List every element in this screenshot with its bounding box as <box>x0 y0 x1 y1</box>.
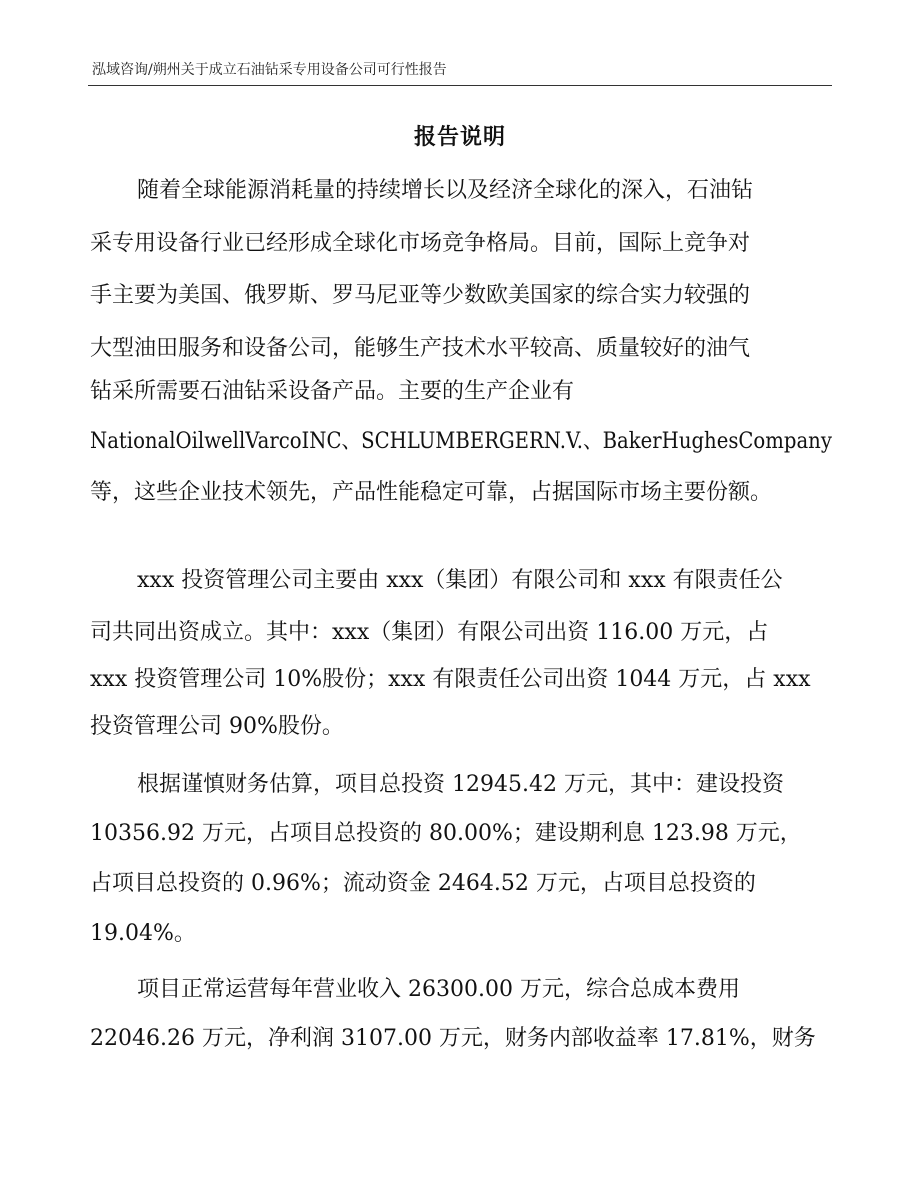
paragraph-line: 22046.26 万元，净利润 3107.00 万元，财务内部收益率 17.81%，财务 <box>90 1026 816 1051</box>
paragraph-line: 根据谨慎财务估算，项目总投资 12945.42 万元，其中：建设投资 <box>137 772 784 797</box>
paragraph-line: 随着全球能源消耗量的持续增长以及经济全球化的深入，石油钻 <box>137 178 754 203</box>
page-header: 泓域咨询/朔州关于成立石油钻采专用设备公司可行性报告 <box>92 62 447 78</box>
paragraph-line: 司共同出资成立。其中：xxx（集团）有限公司出资 116.00 万元，占 <box>90 620 769 645</box>
paragraph-line: NationalOilwellVarcoINC、SCHLUMBERGERN.V.、BakerHughesCompany <box>90 429 832 454</box>
paragraph-line: 手主要为美国、俄罗斯、罗马尼亚等少数欧美国家的综合实力较强的 <box>90 283 751 308</box>
paragraph-line: 项目正常运营每年营业收入 26300.00 万元，综合总成本费用 <box>137 977 740 1002</box>
paragraph-line: xxx 投资管理公司 10%股份；xxx 有限责任公司出资 1044 万元，占 xxx <box>90 667 811 692</box>
paragraph-line: 投资管理公司 90%股份。 <box>90 714 344 739</box>
paragraph-line: 采专用设备行业已经形成全球化市场竞争格局。目前，国际上竞争对 <box>90 231 751 256</box>
paragraph-line: 大型油田服务和设备公司，能够生产技术水平较高、质量较好的油气 <box>90 336 751 361</box>
paragraph-line: 钻采所需要石油钻采设备产品。主要的生产企业有 <box>90 379 575 404</box>
paragraph-line: 占项目总投资的 0.96%；流动资金 2464.52 万元，占项目总投资的 <box>90 871 756 896</box>
paragraph-line: xxx 投资管理公司主要由 xxx（集团）有限公司和 xxx 有限责任公 <box>137 568 783 593</box>
paragraph-line: 等，这些企业技术领先，产品性能稳定可靠，占据国际市场主要份额。 <box>90 480 773 505</box>
paragraph-line: 10356.92 万元，占项目总投资的 80.00%；建设期利息 123.98 万元， <box>90 821 802 846</box>
section-title: 报告说明 <box>413 124 506 150</box>
paragraph-line: 19.04%。 <box>90 921 196 946</box>
header-divider <box>88 85 832 86</box>
